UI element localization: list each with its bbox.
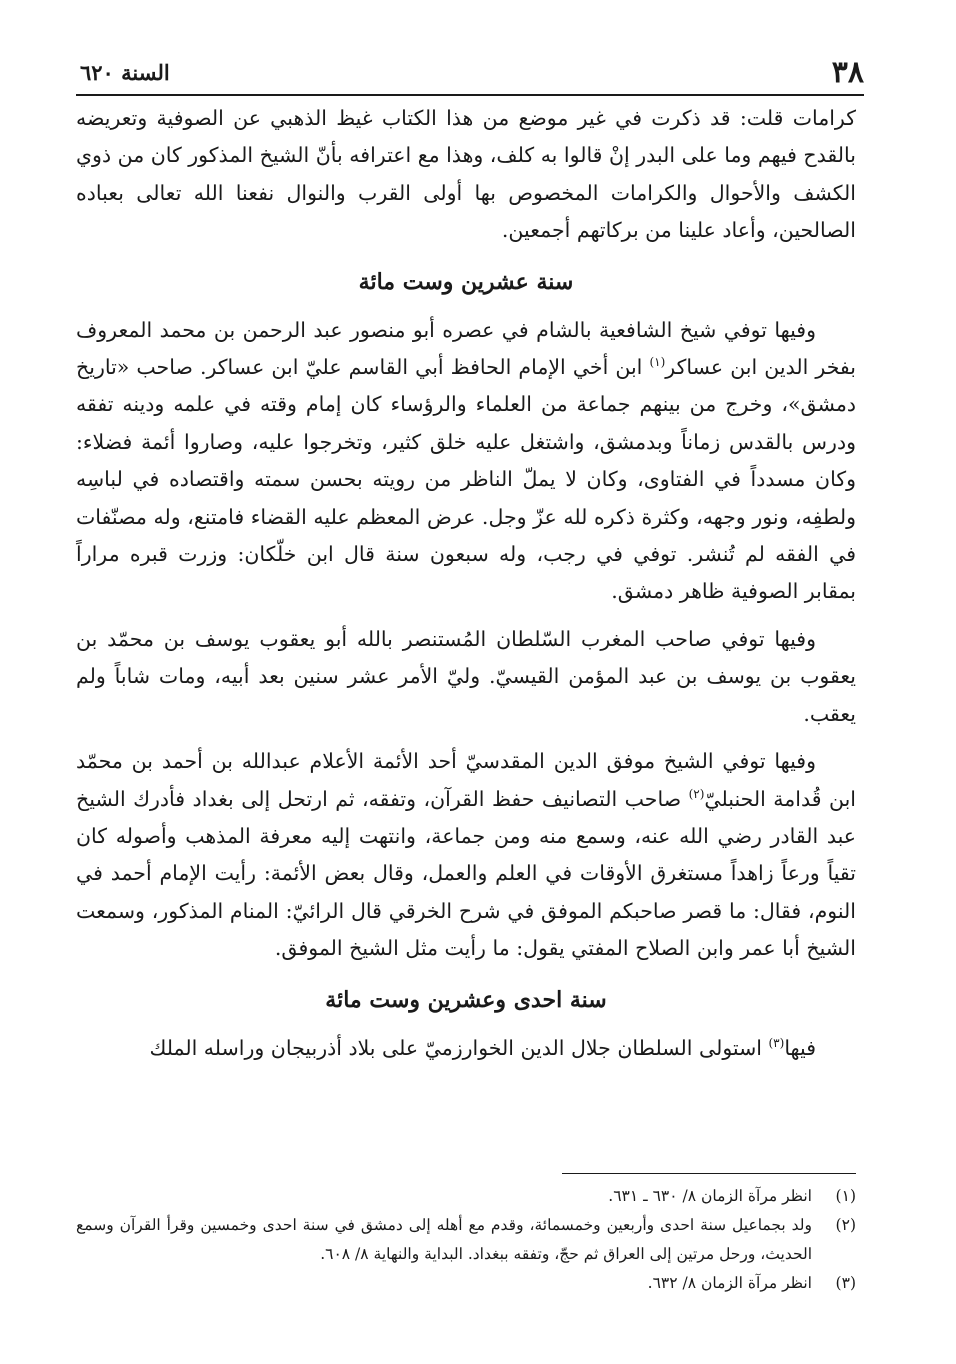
footnote-marker: (٢) <box>688 786 705 801</box>
footnotes <box>76 1182 856 1298</box>
paragraph-ibn-qudama <box>76 743 856 967</box>
footnote-item <box>76 1211 856 1269</box>
footnote-text: انظر مرآة الزمان ٨/ ٦٣٢. <box>647 1274 812 1292</box>
section-heading-621: سنة احدى وعشرين وست مائة <box>325 986 607 1013</box>
page-number: ٣٨ <box>831 55 864 90</box>
intro-paragraph: كرامات قلت: قد ذكرت في غير موضع من هذا الكتاب غيظ الذهبي عن الصوفية وتعريضه بالقدح فيهم وما على البدر إنْ قالوا به كلف، وهذا مع اعترافه بأنّ الشيخ المذكور كان من ذوي الكشف والأحوال والكرامات المخصوص بها أولى القرب والنوال نفعنا الله تعالى بعباده الصالحين، وأعاد علينا من بركاتهم أجمعين. <box>76 106 856 243</box>
paragraph-text: استولى السلطان جلال الدين الخوارزميّ على بلاد أذربيجان وراسله الملك <box>149 1035 769 1060</box>
footnote-number: (١) <box>835 1187 856 1205</box>
paragraph-text: ابن أخي الإمام الحافظ أبي القاسم عليّ ابن عساكر. صاحب «تاريخ دمشق»، وخرج من بينهم جماعة من العلماء والرؤساء كان إمام وقته في علمه ودينه تفقه ودرس بالقدس زماناً وبدمشق، واشتغل عليه خلق كثير، وتخرجوا عليه، وصاروا أئمة فضلاء: وكان مسدداً في الفتاوى، وكان لا يملّ الناظر من رويته بحسن سمته واقتصاده في لباسِه ولطفِه، ونور وجهه، وكثرة ذكره لله عزّ وجل. عرض المعظم عليه القضاء فامتنع، وله مصنّفات في الفقه لم تُنشر. توفي في رجب، وله سبعون سنة قال ابن خلّكان: وزرت قبره مراراً بمقابر الصوفية ظاهر دمشق. <box>76 355 856 604</box>
footnote-marker: (٣) <box>768 1035 785 1050</box>
footnote-separator <box>562 1173 856 1174</box>
footnote-marker: (١) <box>649 355 666 370</box>
paragraph-text: فيها <box>784 1035 816 1060</box>
footnote-text: انظر مرآة الزمان ٨/ ٦٣٠ ـ ٦٣١. <box>608 1187 812 1205</box>
footnote-item <box>76 1269 856 1298</box>
paragraph-text: وفيها توفي شيخ الشافعية بالشام في عصره أبو منصور عبد الرحمن بن محمد المعروف بفخر الدين ابن عساكر <box>76 317 856 380</box>
footnote-number: (٣) <box>835 1274 856 1292</box>
section-heading-620: سنة عشرين وست مائة <box>358 268 574 295</box>
footnote-number: (٢) <box>835 1216 856 1234</box>
footnote-item <box>76 1182 856 1211</box>
paragraph-ibn-asakir <box>76 312 856 611</box>
paragraph-jalal-al-din <box>76 1030 856 1067</box>
running-title: السنة ٦٢٠ <box>80 60 170 85</box>
main-text <box>76 100 856 1067</box>
page-header <box>76 52 864 96</box>
paragraph-mustansir: وفيها توفي صاحب المغرب السّلطان المُستنصر بالله أبو يعقوب يوسف بن محمّد بن يعقوب بن يوسف بن عبد المؤمن القيسيّ. وليّ الأمر عشر سنين بعد أبيه، ومات شاباً ولم يعقب. <box>76 626 856 726</box>
paragraph-text: وفيها توفي الشيخ موفق الدين المقدسيّ أحد الأئمة الأعلام عبدالله بن أحمد بن محمّد ابن قُدامة الحنبليّ <box>76 749 857 811</box>
footnote-text: ولد بجماعيل سنة احدى وأربعين وخمسمائة، وقدم مع أهله إلى دمشق في سنة احدى وخمسين وقرأ القرآن وسمع الحديث، ورحل مرتين إلى العراق ثم حجّ، وتفقه ببغداد. البداية والنهاية ٨/ ٦٠٨. <box>76 1216 812 1263</box>
paragraph-text: صاحب التصانيف حفظ القرآن، وتفقه، ثم ارتحل إلى بغداد فأدرك الشيخ عبد القادر رضي الله عنه، وسمع منه ومن جماعة، وانتهت إليه معرفة المذهب وأصوله كان تقياً ورعاً زاهداً مستغرق الأوقات في العلم والعمل، وقال بعض الأئمة: رأيت الإمام أحمد في النوم، فقال: ما قصر صاحبكم الموفق في شرح الخرقي قال الرائيّ: المنام المذكور، وسمعت الشيخ أبا عمر وابن الصلاح المفتي يقول: ما رأيت مثل الشيخ الموفق. <box>76 786 856 961</box>
